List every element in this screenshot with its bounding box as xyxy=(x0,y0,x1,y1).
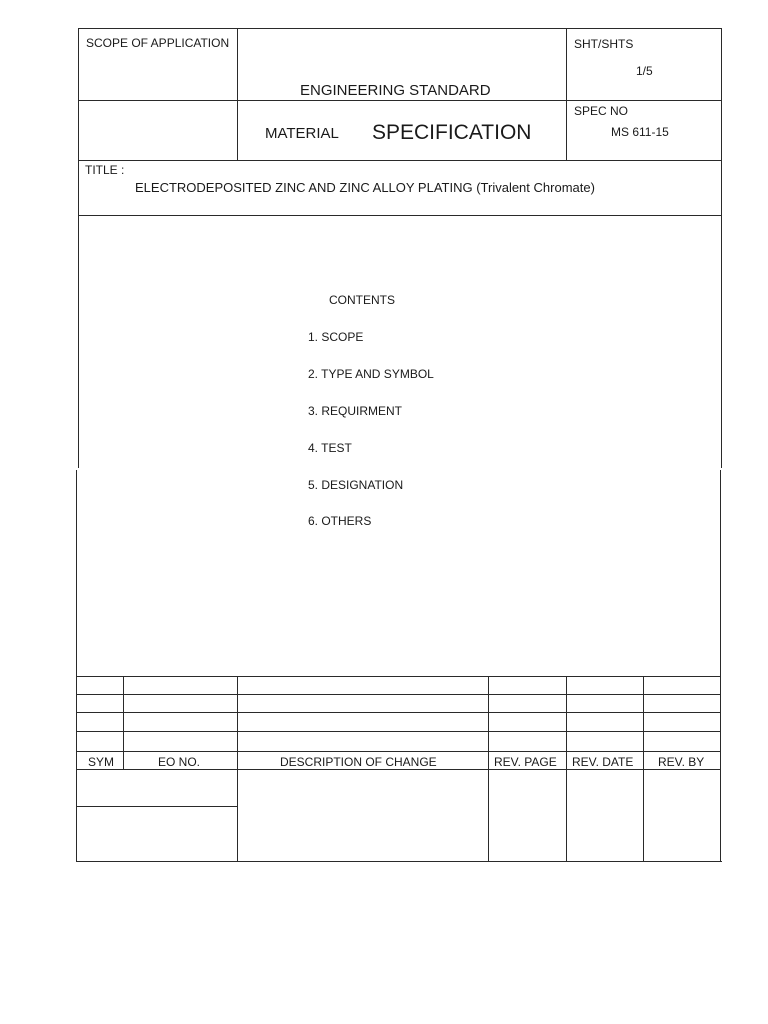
spec-no-value: MS 611-15 xyxy=(611,125,669,139)
header-middle-rule xyxy=(78,100,721,101)
header-divider-left xyxy=(237,28,238,160)
revision-header-eo-no: EO NO. xyxy=(158,755,201,769)
contents-item: 1. SCOPE xyxy=(308,330,364,344)
revision-header-description: DESCRIPTION OF CHANGE xyxy=(280,755,437,769)
approval-box-rule xyxy=(76,806,237,807)
contents-item: 4. TEST xyxy=(308,441,352,455)
sheets-value: 1/5 xyxy=(636,64,653,78)
engineering-standard-title: ENGINEERING STANDARD xyxy=(300,82,491,99)
title-bottom-rule xyxy=(78,215,721,216)
revision-header-sym: SYM xyxy=(88,755,115,769)
frame-right-border-upper xyxy=(721,28,722,468)
frame-left-border-lower xyxy=(76,470,77,862)
revision-col-rule-desc xyxy=(488,676,489,862)
revision-header-rev-date: REV. DATE xyxy=(572,755,634,769)
contents-item: 5. DESIGNATION xyxy=(308,478,404,492)
header-bottom-rule xyxy=(78,160,721,161)
material-word: MATERIAL xyxy=(265,125,339,142)
frame-top-border xyxy=(78,28,721,29)
revision-header-rev-by: REV. BY xyxy=(658,755,705,769)
frame-bottom-border xyxy=(76,861,722,862)
specification-word: SPECIFICATION xyxy=(372,121,532,144)
revision-row-rule xyxy=(76,712,721,713)
contents-item: 3. REQUIRMENT xyxy=(308,404,403,418)
frame-left-border-upper xyxy=(78,28,79,468)
revision-row-rule xyxy=(76,751,721,752)
sheets-label: SHT/SHTS xyxy=(574,37,634,51)
contents-heading: CONTENTS xyxy=(329,293,395,307)
contents-item: 2. TYPE AND SYMBOL xyxy=(308,367,434,381)
header-divider-right xyxy=(566,28,567,160)
revision-col-rule-sym xyxy=(123,676,124,769)
revision-header-rev-page: REV. PAGE xyxy=(494,755,557,769)
revision-table-top-rule xyxy=(76,676,721,677)
document-title: ELECTRODEPOSITED ZINC AND ZINC ALLOY PLATING (Trivalent Chromate) xyxy=(135,180,595,195)
frame-right-border-lower xyxy=(720,470,721,862)
revision-col-rule-eo xyxy=(237,676,238,862)
scope-of-application-label: SCOPE OF APPLICATION xyxy=(86,36,230,50)
spec-no-label: SPEC NO xyxy=(574,104,629,118)
revision-header-bottom-rule xyxy=(76,769,721,770)
revision-col-rule-page xyxy=(566,676,567,862)
revision-col-rule-date xyxy=(643,676,644,862)
contents-item: 6. OTHERS xyxy=(308,514,372,528)
revision-row-rule xyxy=(76,731,721,732)
revision-row-rule xyxy=(76,694,721,695)
title-label: TITLE : xyxy=(85,163,125,177)
